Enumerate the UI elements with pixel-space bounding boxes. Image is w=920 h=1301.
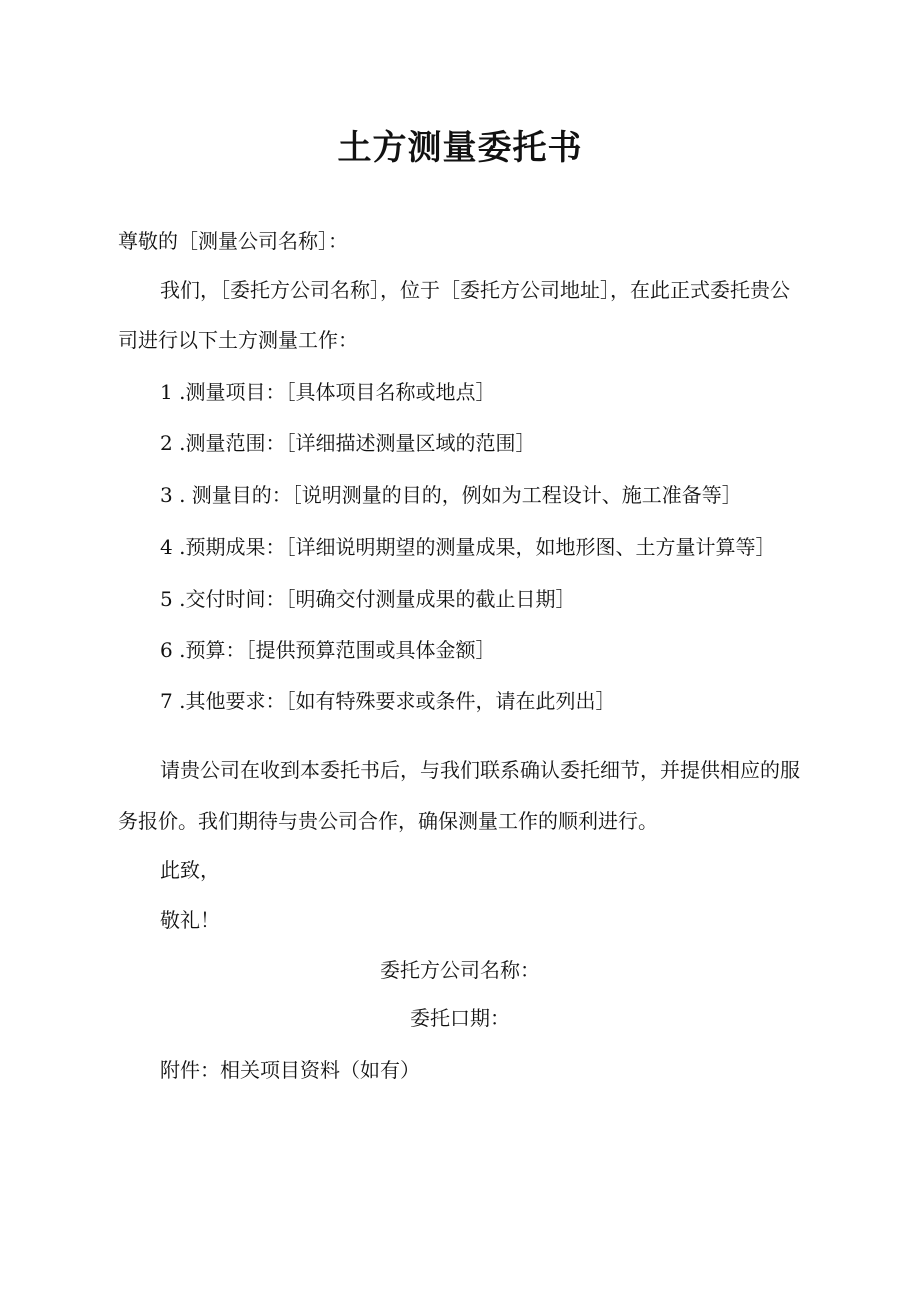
intro-paragraph-line-1: 我们，［委托方公司名称］，位于［委托方公司地址］，在此正式委托贵公 [160, 278, 790, 302]
signature-company-label: 委托方公司名称： [380, 958, 540, 982]
closing-line-2: 敬礼！ [160, 908, 220, 932]
list-item-1: 1 .测量项目：［具体项目名称或地点］ [160, 380, 496, 404]
list-item-5: 5 .交付时间：［明确交付测量成果的截止日期］ [160, 587, 576, 611]
intro-paragraph-line-2: 司进行以下土方测量工作： [118, 328, 358, 352]
signature-date-label: 委托口期： [410, 1006, 510, 1030]
list-item-3: 3 . 测量目的：［说明测量的目的，例如为工程设计、施工准备等］ [160, 483, 742, 507]
request-paragraph-line-2: 务报价。我们期待与贵公司合作，确保测量工作的顺利进行。 [118, 809, 658, 833]
request-paragraph-line-1: 请贵公司在收到本委托书后，与我们联系确认委托细节，并提供相应的服 [160, 758, 800, 782]
attachment-line: 附件：相关项目资料（如有） [160, 1058, 420, 1082]
list-item-4: 4 .预期成果：［详细说明期望的测量成果，如地形图、土方量计算等］ [160, 535, 776, 559]
document-title: 土方测量委托书 [337, 128, 583, 168]
salutation: 尊敬的［测量公司名称］： [118, 229, 348, 253]
closing-line-1: 此致， [160, 858, 220, 882]
list-item-2: 2 .测量范围：［详细描述测量区域的范围］ [160, 431, 536, 455]
list-item-6: 6 .预算：［提供预算范围或具体金额］ [160, 638, 496, 662]
list-item-7: 7 .其他要求：［如有特殊要求或条件，请在此列出］ [160, 689, 616, 713]
